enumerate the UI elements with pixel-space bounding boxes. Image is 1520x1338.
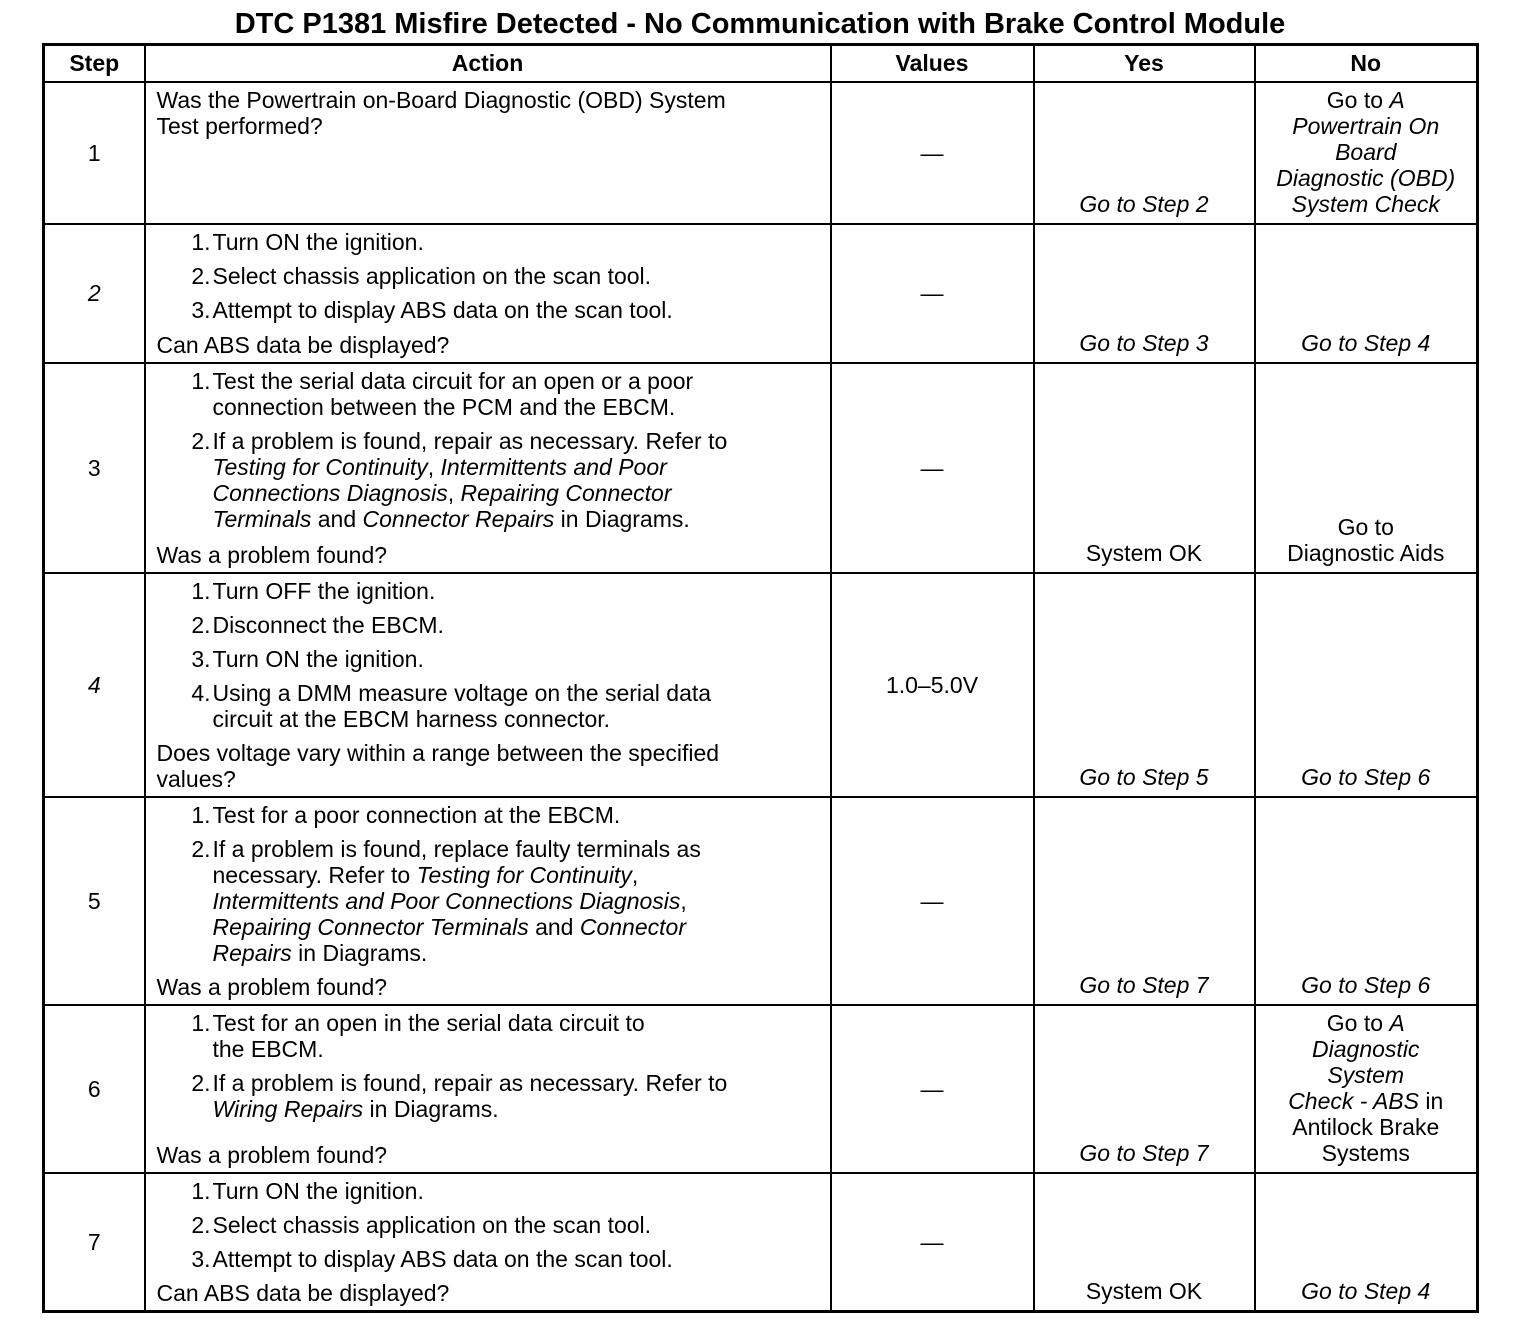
diagnostic-table: [42, 43, 1479, 1313]
action-cell: [145, 573, 831, 797]
list-item: 2. If a problem is found, repair as necessary. Refer to Testing for Continuity, Intermittents and Poor Connections Diagnosis, Repairing Connector Terminals and Connector Repairs in Diagrams.: [191, 428, 728, 532]
step-number: 7: [44, 1173, 145, 1312]
list-item: 1. Test the serial data circuit for an open or a poor connection between the PCM and the EBCM.: [191, 368, 694, 420]
values-cell: —: [831, 797, 1034, 1005]
list-item: 1. Turn ON the ignition.: [191, 229, 424, 255]
action-steps-list: [157, 368, 822, 532]
step-number: 5: [44, 797, 145, 1005]
action-cell: [145, 1005, 831, 1173]
list-item: 4. Using a DMM measure voltage on the serial data circuit at the EBCM harness connector.: [191, 680, 712, 732]
values-cell: —: [831, 1173, 1034, 1312]
yes-link-go-to-step-3[interactable]: Go to Step 3: [1034, 224, 1255, 363]
no-link-go-to-step-6[interactable]: Go to Step 6: [1255, 573, 1478, 797]
action-question: Was a problem found?: [156, 1142, 388, 1168]
action-question: Can ABS data be displayed?: [156, 332, 450, 358]
yes-link-go-to-step-7[interactable]: Go to Step 7: [1034, 1005, 1255, 1173]
list-item: 2. Select chassis application on the scan tool.: [191, 1212, 652, 1238]
action-steps-list: [157, 802, 822, 966]
list-item: 2. If a problem is found, repair as necessary. Refer to Wiring Repairs in Diagrams.: [191, 1070, 728, 1122]
step-number: 6: [44, 1005, 145, 1173]
action-cell: [145, 224, 831, 363]
table-row-step-7: [44, 1173, 1478, 1312]
action-cell: [145, 1173, 831, 1312]
list-item: 1. Test for a poor connection at the EBCM.: [191, 802, 621, 828]
action-text: Was the Powertrain on-Board Diagnostic (OBD) System: [156, 87, 726, 113]
no-link-powertrain-obd-check[interactable]: Go to A Powertrain On Board Diagnostic (OBD) System Check: [1255, 82, 1478, 224]
list-item: 1. Test for an open in the serial data circuit to the EBCM.: [191, 1010, 645, 1062]
list-item: 3. Attempt to display ABS data on the scan tool.: [191, 1246, 673, 1272]
no-link-abs-diagnostic-check[interactable]: Go to A Diagnostic System Check - ABS in Antilock Brake Systems: [1255, 1005, 1478, 1173]
step-number: 1: [44, 82, 145, 224]
step-number: 2: [44, 224, 145, 363]
values-cell: —: [831, 82, 1034, 224]
table-row-step-6: [44, 1005, 1478, 1173]
action-question: Was a problem found?: [156, 542, 388, 568]
header-action: Action: [145, 45, 831, 83]
action-cell: [145, 363, 831, 573]
table-row-step-2: [44, 224, 1478, 363]
no-link-go-to-step-6[interactable]: Go to Step 6: [1255, 797, 1478, 1005]
action-question: Was a problem found?: [156, 974, 388, 1000]
header-yes: Yes: [1034, 45, 1255, 83]
values-cell: —: [831, 224, 1034, 363]
action-question: Does voltage vary within a range between the specified values?: [156, 740, 720, 792]
page-title: DTC P1381 Misfire Detected - No Communication with Brake Control Module: [234, 8, 1286, 40]
action-cell: [145, 82, 831, 224]
yes-link-go-to-step-5[interactable]: Go to Step 5: [1034, 573, 1255, 797]
list-item: 2. Disconnect the EBCM.: [191, 612, 444, 638]
action-steps-list: [157, 578, 822, 732]
yes-link-go-to-step-2[interactable]: Go to Step 2: [1034, 82, 1255, 224]
yes-link-go-to-step-7[interactable]: Go to Step 7: [1034, 797, 1255, 1005]
table-row-step-5: [44, 797, 1478, 1005]
action-question: Can ABS data be displayed?: [156, 1280, 450, 1306]
no-link-diagnostic-aids[interactable]: Go to Diagnostic Aids: [1255, 363, 1478, 573]
list-item: 3. Attempt to display ABS data on the scan tool.: [191, 297, 673, 323]
action-text: Test performed?: [156, 113, 323, 139]
action-steps-list: [157, 1010, 822, 1122]
header-no: No: [1255, 45, 1478, 83]
step-number: 4: [44, 573, 145, 797]
values-cell: 1.0–5.0V: [831, 573, 1034, 797]
step-number: 3: [44, 363, 145, 573]
no-link-go-to-step-4[interactable]: Go to Step 4: [1255, 1173, 1478, 1312]
yes-system-ok: System OK: [1034, 1173, 1255, 1312]
list-item: 3. Turn ON the ignition.: [191, 646, 424, 672]
list-item: 2. If a problem is found, replace faulty terminals as necessary. Refer to Testing for Continuity, Intermittents and Poor Connections Diagnosis, Repairing Connector Terminals and Connector Repairs in Diagrams.: [191, 836, 701, 966]
action-steps-list: [157, 1178, 822, 1272]
action-cell: [145, 797, 831, 1005]
table-header-row: [44, 45, 1478, 83]
action-steps-list: [157, 229, 822, 323]
no-link-go-to-step-4[interactable]: Go to Step 4: [1255, 224, 1478, 363]
table-row-step-4: [44, 573, 1478, 797]
header-step: Step: [44, 45, 145, 83]
values-cell: —: [831, 1005, 1034, 1173]
list-item: 2. Select chassis application on the scan tool.: [191, 263, 652, 289]
header-values: Values: [831, 45, 1034, 83]
table-row-step-1: [44, 82, 1478, 224]
yes-system-ok: System OK: [1034, 363, 1255, 573]
values-cell: —: [831, 363, 1034, 573]
list-item: 1. Turn OFF the ignition.: [191, 578, 436, 604]
list-item: 1. Turn ON the ignition.: [191, 1178, 424, 1204]
table-row-step-3: [44, 363, 1478, 573]
